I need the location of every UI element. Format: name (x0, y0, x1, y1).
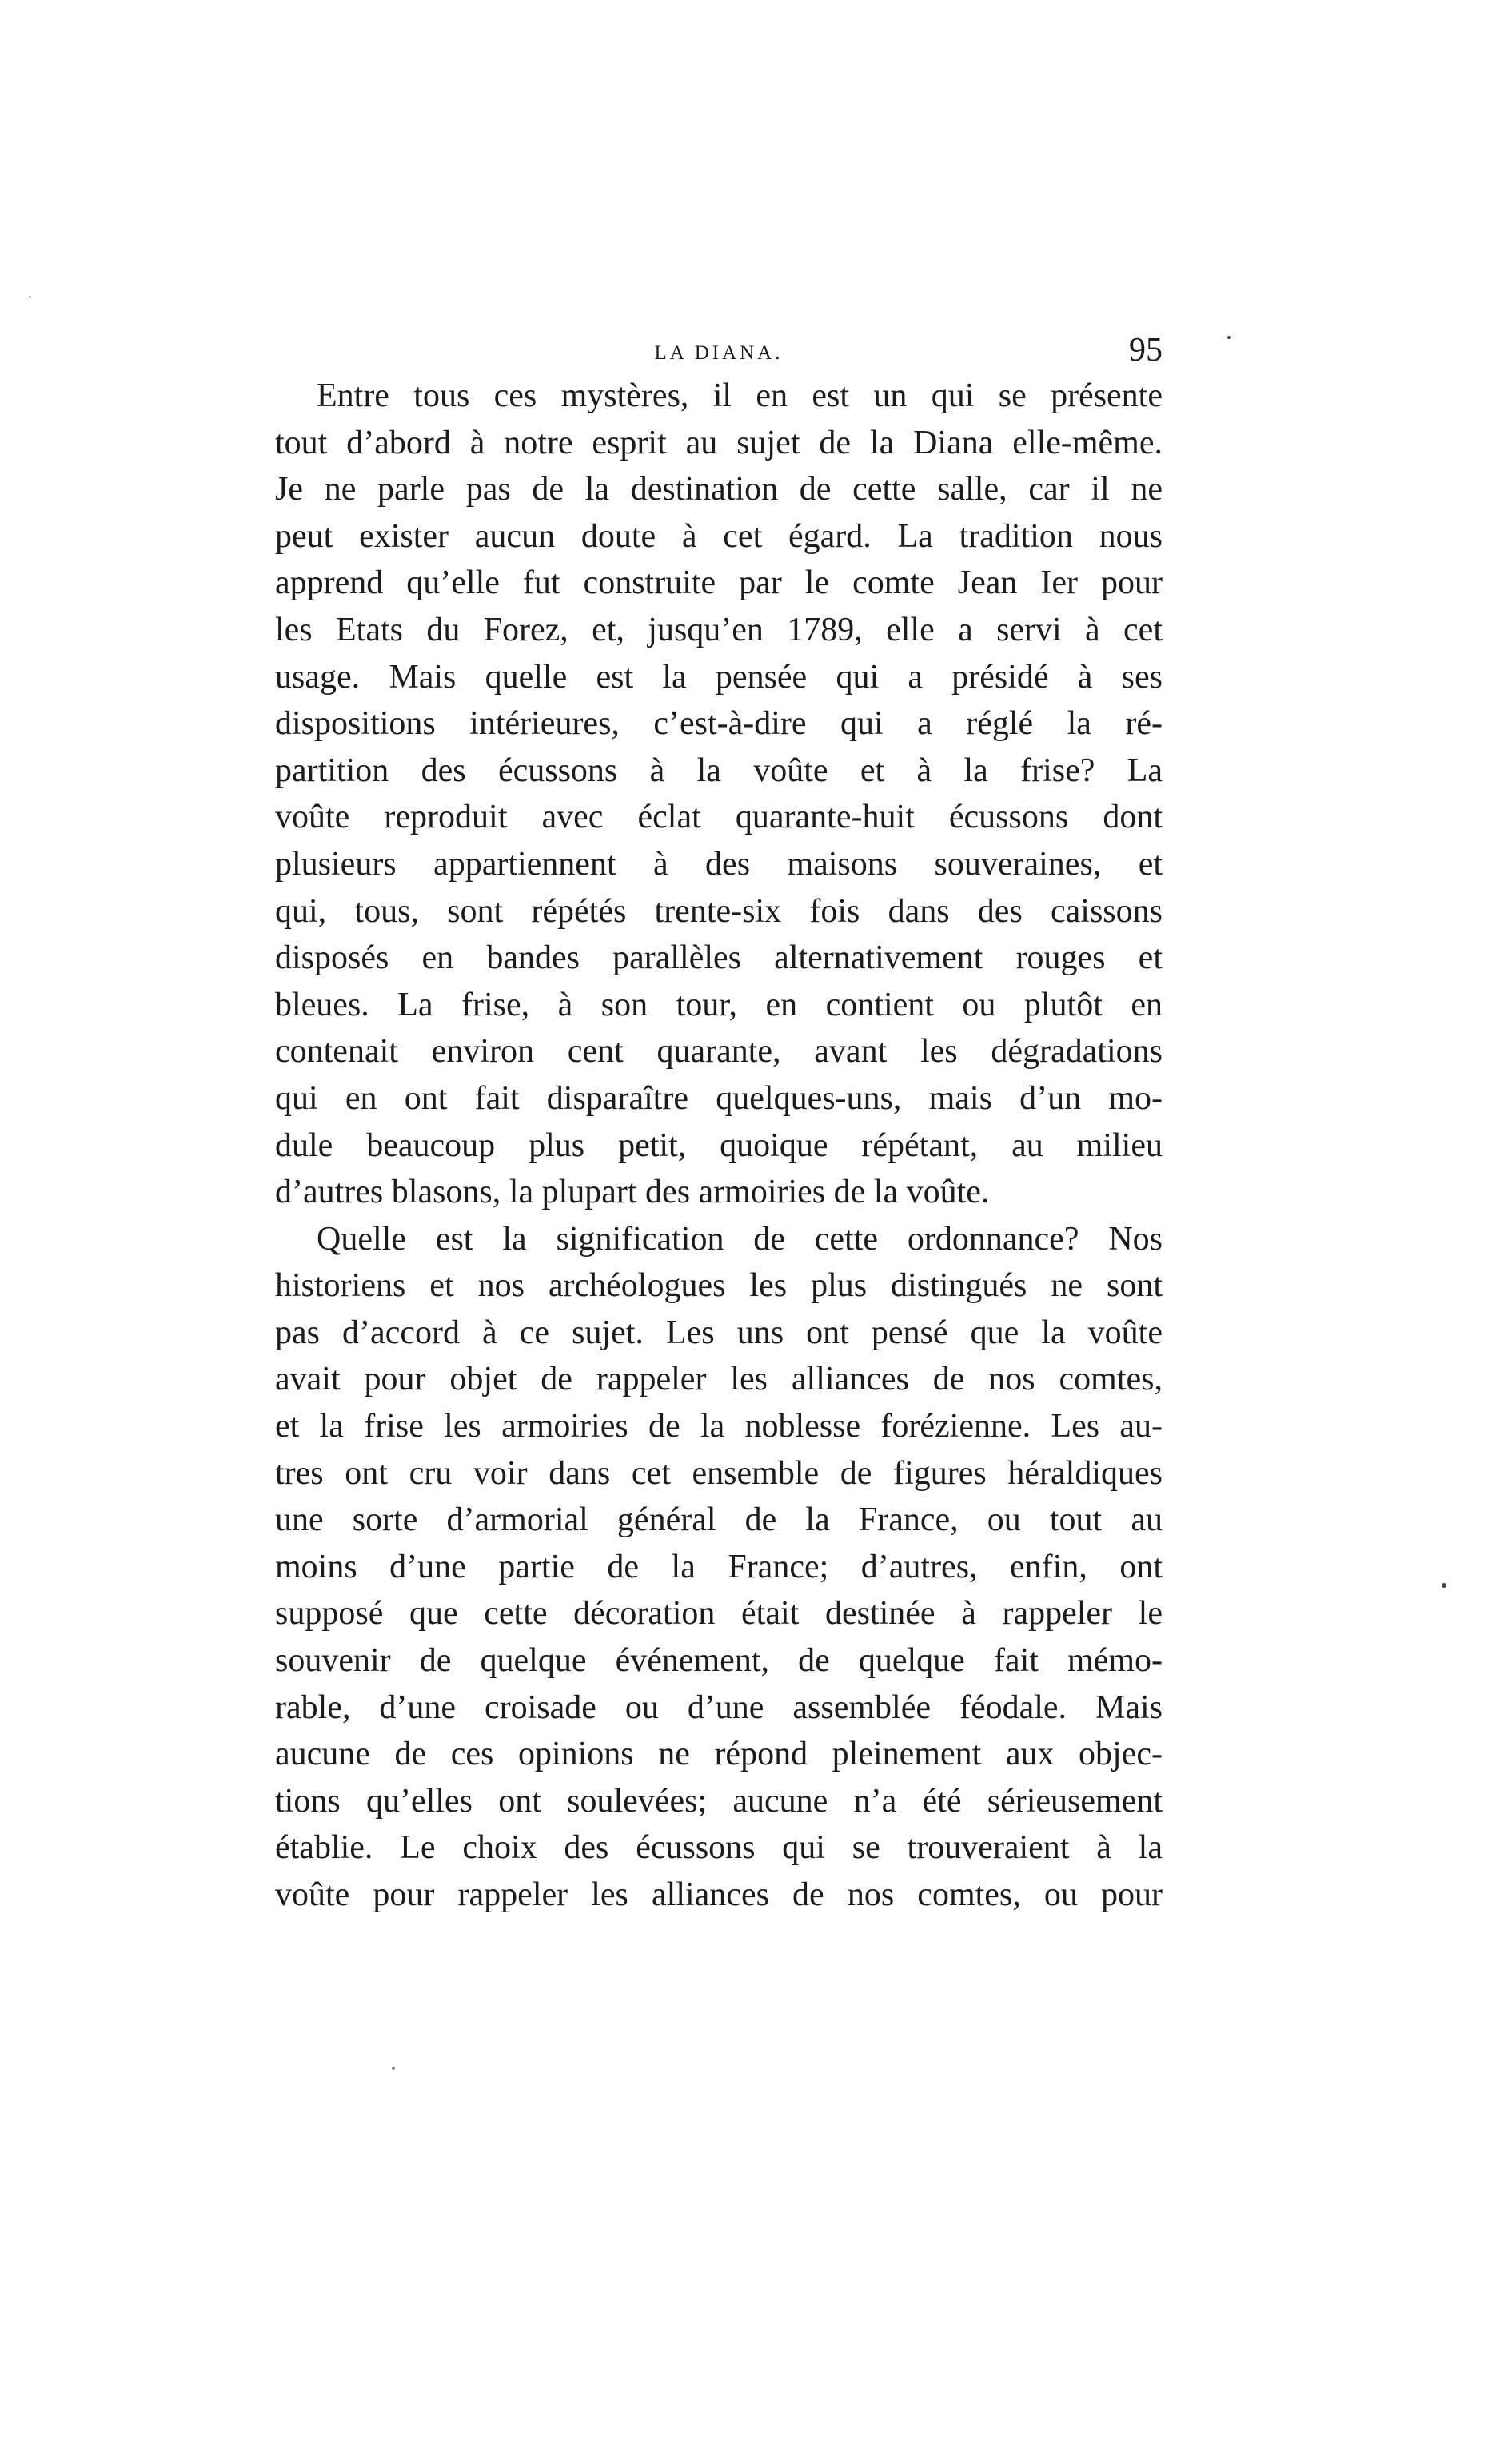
text-line: partition des écussons à la voûte et à la frise? La (275, 752, 1163, 789)
text-line: avait pour objet de rappeler les alliances de nos comtes, (275, 1361, 1163, 1398)
scan-speck (29, 296, 31, 298)
text-line: d’autres blasons, la plupart des armoiries de la voûte. (275, 1174, 990, 1211)
text-line: pas d’accord à ce sujet. Les uns ont pensé que la voûte (275, 1314, 1163, 1351)
text-line: Entre tous ces mystères, il en est un qui se présente (317, 377, 1163, 414)
text-line: disposés en bandes parallèles alternativement rouges et (275, 939, 1163, 977)
text-line: tout d’abord à notre esprit au sujet de la Diana elle-même. (275, 424, 1163, 461)
text-line: supposé que cette décoration était destinée à rappeler le (275, 1595, 1163, 1633)
text-line: contenait environ cent quarante, avant les dégradations (275, 1033, 1163, 1071)
text-line: dule beaucoup plus petit, quoique répétant, au milieu (275, 1126, 1163, 1164)
text-line: historiens et nos archéologues les plus distingués ne sont (275, 1267, 1163, 1305)
text-line: moins d’une partie de la France; d’autres, enfin, ont (275, 1548, 1163, 1585)
text-line: Je ne parle pas de la destination de cette salle, car il ne (275, 471, 1163, 508)
text-line: dispositions intérieures, c’est-à-dire qui a réglé la ré- (275, 705, 1163, 743)
page-number: 95 (1129, 332, 1163, 369)
text-line: et la frise les armoiries de la noblesse forézienne. Les au- (275, 1408, 1163, 1445)
text-line: aucune de ces opinions ne répond pleinement aux objec- (275, 1736, 1163, 1773)
text-line: une sorte d’armorial général de la France, ou tout au (275, 1501, 1163, 1539)
running-head (275, 328, 1163, 376)
text-line: qui en ont fait disparaître quelques-uns, mais d’un mo- (275, 1079, 1163, 1117)
text-line: établie. Le choix des écussons qui se trouveraient à la (275, 1829, 1163, 1867)
text-line: qui, tous, sont répétés trente-six fois dans des caissons (275, 892, 1163, 930)
text-line: usage. Mais quelle est la pensée qui a présidé à ses (275, 658, 1163, 696)
text-line: bleues. La frise, à son tour, en contient ou plutôt en (275, 986, 1163, 1023)
text-line: les Etats du Forez, et, jusqu’en 1789, elle a servi à cet (275, 611, 1163, 648)
text-line: voûte pour rappeler les alliances de nos comtes, ou pour (275, 1876, 1163, 1913)
scan-speck (1442, 1583, 1446, 1588)
scan-speck (1227, 336, 1231, 339)
scan-speck (392, 2067, 395, 2070)
text-line: tres ont cru voir dans cet ensemble de figures héraldiques (275, 1454, 1163, 1492)
text-line: Quelle est la signification de cette ordonnance? Nos (317, 1220, 1163, 1258)
text-line: rable, d’une croisade ou d’une assemblée féodale. Mais (275, 1689, 1163, 1726)
text-line: plusieurs appartiennent à des maisons souveraines, et (275, 845, 1163, 883)
text-line: tions qu’elles ont soulevées; aucune n’a été sérieusement (275, 1782, 1163, 1820)
body-text (275, 373, 1163, 1919)
text-line: apprend qu’elle fut construite par le comte Jean Ier pour (275, 564, 1163, 602)
running-title: LA DIANA. (654, 342, 784, 364)
text-line: voûte reproduit avec éclat quarante-huit écussons dont (275, 799, 1163, 836)
text-line: peut exister aucun doute à cet égard. La tradition nous (275, 517, 1163, 555)
text-line: souvenir de quelque événement, de quelque fait mémo- (275, 1642, 1163, 1680)
